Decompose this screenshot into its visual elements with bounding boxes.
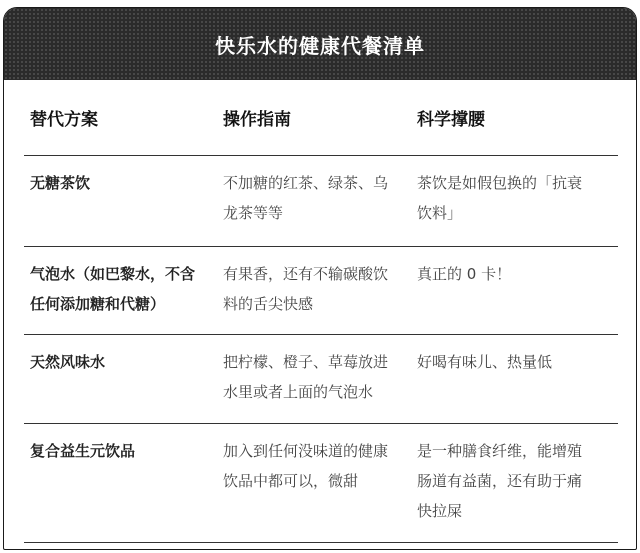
table-row [24,335,618,424]
guide-cell: 把柠檬、橙子、草莓放进 水里或者上面的气泡水 [223,353,389,401]
table-row [24,424,618,543]
guide-cell: 加入到任何没味道的健康 饮品中都可以，微甜 [223,442,389,490]
substitute-name: 天然风味水 [30,353,106,371]
substitute-table [24,80,618,543]
table-row [24,156,618,247]
page-title: 快乐水的健康代餐清单 [215,33,425,58]
title-banner [4,8,636,80]
guide-cell: 不加糖的红茶、绿茶、乌 龙茶等等 [223,174,389,222]
table-row [24,247,618,335]
table-header-row [24,80,618,156]
science-cell: 茶饮是如假包换的「抗衰 饮料」 [417,174,583,222]
science-cell: 是一种膳食纤维，能增殖 肠道有益菌，还有助于痛 快拉屎 [417,442,583,520]
header-substitute: 替代方案 [30,110,98,130]
health-drink-card [3,7,637,550]
substitute-name: 无糖茶饮 [30,174,91,192]
science-cell: 好喝有味儿、热量低 [417,353,553,371]
substitute-name: 气泡水（如巴黎水，不含 任何添加糖和代糖） [30,265,196,313]
science-cell: 真正的 0 卡！ [417,265,512,283]
header-science: 科学撑腰 [417,110,485,130]
substitute-name: 复合益生元饮品 [30,442,136,460]
guide-cell: 有果香，还有不输碳酸饮 料的舌尖快感 [223,265,389,313]
header-guide: 操作指南 [223,110,291,130]
